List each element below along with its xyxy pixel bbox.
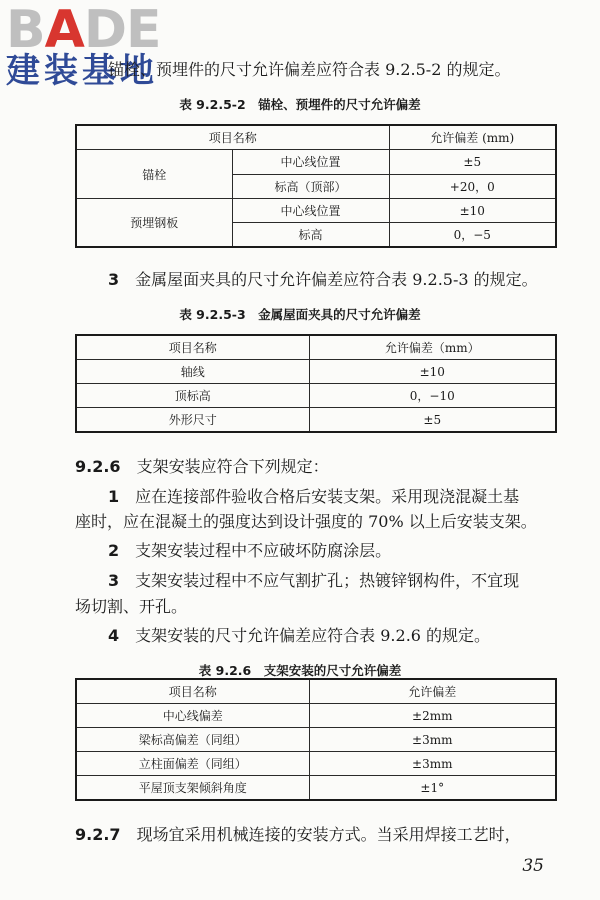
section-number: 9.2.6 [75,457,121,476]
p3-line2: 场切割、开孔。 [75,597,188,616]
table-support-tolerance [75,678,557,801]
table-row [76,360,556,384]
section-text: 现场宜采用机械连接的安装方式。当采用焊接工艺时， [136,825,521,844]
item-cell: 外形尺寸 [76,408,309,433]
logo-wordmark: BADE [6,0,161,60]
tolerance-cell: 0，−5 [389,223,556,248]
item-cell: 中心线偏差 [76,704,309,728]
header-tolerance: 允许偏差 (mm) [389,125,556,150]
item-number: 1 [108,487,120,506]
tolerance-cell: ±10 [309,360,556,384]
item-cell: 标高（顶部） [232,174,389,199]
table-row [76,752,556,776]
item-text: 应在连接部件验收合格后安装支架。采用现浇混凝土基 [135,487,520,506]
table-row [76,384,556,408]
table-anchor-tolerance [75,124,557,248]
header-tolerance: 允许偏差 [309,679,556,704]
item-text: 金属屋面夹具的尺寸允许偏差应符合表 9.2.5-3 的规定。 [135,270,538,289]
tolerance-cell: ±3mm [309,752,556,776]
item3-line [108,270,538,290]
table2-caption: 表 9.2.5-3 金属屋面夹具的尺寸允许偏差 [179,307,421,322]
item-cell: 平屋顶支架倾斜角度 [76,776,309,801]
tolerance-cell: ±5 [309,408,556,433]
section-9-2-6 [75,457,329,477]
tolerance-cell: ±3mm [309,728,556,752]
p4-line [108,626,490,646]
p1-line2: 座时，应在混凝土的强度达到设计强度的 70% 以上后安装支架。 [75,512,537,531]
table-row [76,408,556,433]
group-cell: 预埋钢板 [76,199,232,248]
table-row [76,704,556,728]
item-cell: 标高 [232,223,389,248]
header-item: 项目名称 [76,125,389,150]
table-header-row [76,679,556,704]
table-row [76,199,556,223]
item-number: 2 [108,541,120,560]
item-cell: 立柱面偏差（同组） [76,752,309,776]
section-text: 支架安装应符合下列规定： [136,457,329,476]
item-cell: 顶标高 [76,384,309,408]
table-row [76,776,556,801]
tolerance-cell: 0，−10 [309,384,556,408]
item-cell: 梁标高偏差（同组） [76,728,309,752]
item-number: 3 [108,571,120,590]
header-tolerance: 允许偏差（mm） [309,335,556,360]
header-item: 项目名称 [76,679,309,704]
intro-line: 锚栓、预埋件的尺寸允许偏差应符合表 9.2.5-2 的规定。 [108,60,511,79]
page-number: 35 [522,856,544,876]
item-cell: 轴线 [76,360,309,384]
logo-subtitle: 建装基地 [6,51,158,91]
table-header-row [76,125,556,150]
p3-line1 [108,571,519,591]
table-header-row [76,335,556,360]
tolerance-cell: ±2mm [309,704,556,728]
p2-line [108,541,391,561]
table-row [76,728,556,752]
header-item: 项目名称 [76,335,309,360]
item-text: 支架安装的尺寸允许偏差应符合表 9.2.6 的规定。 [135,626,491,645]
item-text: 支架安装过程中不应破坏防腐涂层。 [135,541,392,560]
item-text: 支架安装过程中不应气割扩孔；热镀锌钢构件，不宜现 [135,571,520,590]
group-cell: 锚栓 [76,150,232,199]
item-number: 4 [108,626,120,645]
item-cell: 中心线位置 [232,150,389,175]
tolerance-cell: ±10 [389,199,556,223]
table3-caption: 表 9.2.6 支架安装的尺寸允许偏差 [198,663,402,678]
table-clamp-tolerance [75,334,557,433]
item-number: 3 [108,270,120,289]
section-number: 9.2.7 [75,825,121,844]
tolerance-cell: +20，0 [389,174,556,199]
tolerance-cell: ±1° [309,776,556,801]
tolerance-cell: ±5 [389,150,556,175]
section-9-2-7 [75,825,521,845]
table1-caption: 表 9.2.5-2 锚栓、预埋件的尺寸允许偏差 [179,97,421,112]
p1-line1 [108,487,519,507]
table-row [76,150,556,175]
item-cell: 中心线位置 [232,199,389,223]
